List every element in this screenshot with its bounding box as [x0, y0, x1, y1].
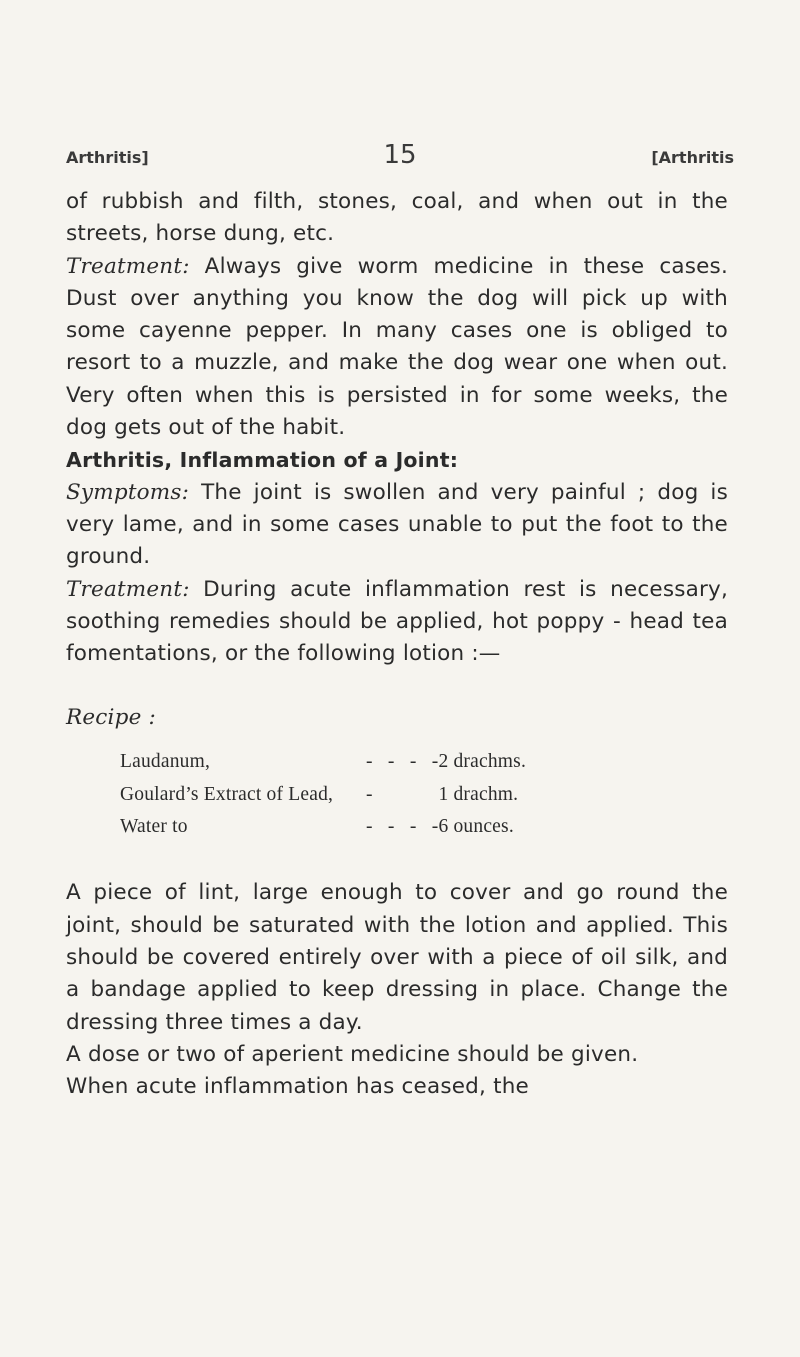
paragraph-treatment-arthritis	[66, 574, 728, 671]
recipe-quantity: 2 drachms.	[438, 751, 527, 773]
treatment-text-2: During acute inflammation rest is necessary, soothing remedies should be applied, hot poppy - head tea fomentations, or the following lotion :—	[66, 576, 728, 667]
running-head-left: Arthritis]	[66, 148, 149, 167]
treatment-label: Treatment:	[66, 253, 190, 279]
paragraph-treatment-worms	[66, 251, 728, 445]
recipe-row	[120, 746, 526, 778]
recipe-dashes: -	[366, 783, 373, 805]
recipe-row	[120, 779, 526, 811]
recipe-ingredient: Laudanum,	[120, 751, 211, 773]
recipe-table	[120, 746, 526, 843]
recipe-quantity: 6 ounces.	[438, 816, 514, 838]
paragraph-aperient: A dose or two of aperient medicine should be given.	[66, 1041, 639, 1067]
section-heading: Arthritis, Inflammation of a Joint:	[66, 448, 459, 473]
body-text	[66, 186, 728, 1103]
paragraph-continues: When acute inflammation has ceased, the	[66, 1074, 529, 1100]
recipe-ingredient: Goulard’s Extract of Lead,	[120, 783, 334, 805]
recipe-dashes: - - - -	[366, 751, 439, 773]
recipe-title: Recipe :	[66, 705, 156, 731]
page-number: 15	[383, 140, 417, 170]
recipe-ingredient: Water to	[120, 816, 188, 838]
paragraph-continuation: of rubbish and filth, stones, coal, and when out in the streets, horse dung, etc.	[66, 189, 728, 247]
treatment-label-2: Treatment:	[66, 576, 190, 602]
treatment-text: Always give worm medicine in these cases. Dust over anything you know the dog will pick up with some cayenne pepper. In many cases one is obliged to resort to a muzzle, and make the dog wear one when out. Very often when this is persisted in for some weeks, the dog gets out of the habit.	[66, 253, 728, 441]
symptoms-label: Symptoms:	[66, 479, 190, 505]
recipe-quantity: 1 drachm.	[438, 783, 519, 805]
paragraph-lint: A piece of lint, large enough to cover and go round the joint, should be saturated with the lotion and applied. This should be covered entirely over with a piece of oil silk, and a bandage applied to keep dressing in place. Change the dressing three times a day.	[66, 880, 728, 1035]
running-head	[66, 140, 734, 180]
running-head-right: [Arthritis	[651, 148, 734, 167]
paragraph-symptoms	[66, 477, 728, 574]
symptoms-text: The joint is swollen and very painful ; dog is very lame, and in some cases unable to put the foot to the ground.	[66, 479, 728, 570]
recipe-dashes: - - - -	[366, 816, 439, 838]
recipe-row	[120, 811, 526, 843]
